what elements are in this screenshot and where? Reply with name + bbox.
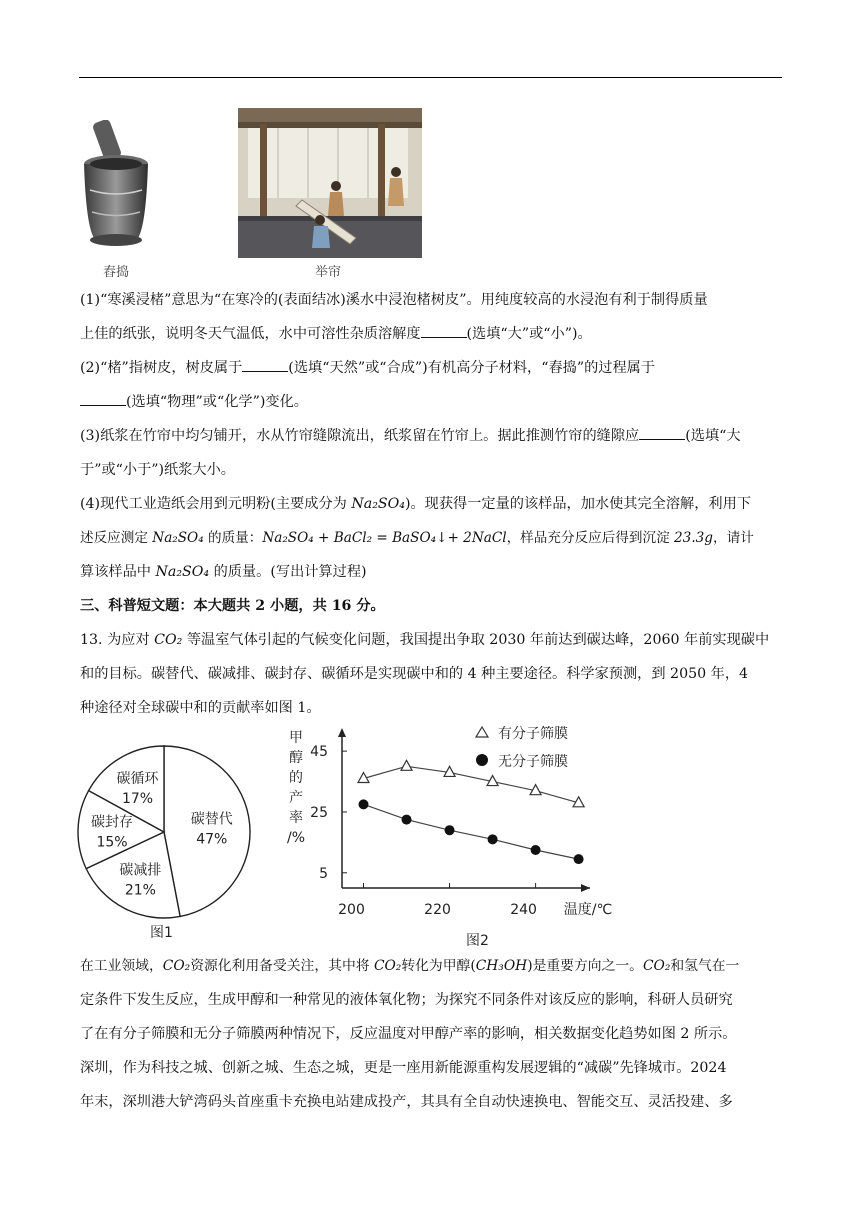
x-axis-label: 温度/℃ <box>563 902 613 918</box>
q13-line-3: 种途径对全球碳中和的贡献率如图 1。 <box>80 700 321 716</box>
passage-block <box>80 949 782 1119</box>
q4-line-1: (4)现代工业造纸会用到元明粉(主要成分为 Na₂SO₄)。现获得一定量的该样品，加水使其完全溶解，利用下 <box>80 496 751 512</box>
pie-value-label: 21% <box>124 882 156 899</box>
section-3-title: 三、科普短文题：本大题共 2 小题，共 16 分。 <box>80 598 385 614</box>
figure-2-caption: 图2 <box>466 933 489 949</box>
data-point-circle <box>488 834 498 844</box>
reaction-equation: Na₂SO₄ + BaCl₂ = BaSO₄↓+ 2NaCl <box>262 530 507 546</box>
legend-triangle-marker <box>476 727 488 737</box>
q3-line-2: 于”或“小于”)纸浆大小。 <box>80 462 235 478</box>
y-axis-label-char: 的 <box>289 770 303 786</box>
legend-label: 有分子筛膜 <box>498 726 568 742</box>
series-line <box>364 804 579 859</box>
y-axis-arrow <box>338 728 346 737</box>
answer-blank[interactable] <box>80 391 126 406</box>
answer-blank[interactable] <box>639 425 685 440</box>
q3-line-1: (3)纸浆在竹帘中均匀铺开，水从竹帘缝隙流出，纸浆留在竹帘上。据此推测竹帘的缝隙应 (选填“大 <box>80 419 782 453</box>
x-tick-label: 220 <box>424 902 451 918</box>
data-point-circle <box>359 799 369 809</box>
pie-category-label: 碳减排 <box>119 862 162 879</box>
series-line <box>364 766 579 803</box>
x-tick-label: 200 <box>338 902 365 918</box>
answer-blank[interactable] <box>421 323 467 338</box>
x-axis-arrow <box>581 884 590 892</box>
y-tick-label: 45 <box>310 744 328 761</box>
mortar-caption: 舂捣 <box>103 265 130 280</box>
data-point-circle <box>574 854 584 864</box>
x-tick-label: 240 <box>510 902 537 918</box>
y-axis-label-char: /% <box>286 830 306 846</box>
passage-line-4: 深圳，作为科技之城、创新之城、生态之城，更是一座用新能源重构发展逻辑的“减碳”先锋城市。2024 <box>80 1060 727 1076</box>
pie-value-label: 47% <box>196 831 228 848</box>
pie-category-label: 碳替代 <box>190 811 233 828</box>
y-axis-label-char: 产 <box>289 790 303 806</box>
q1-line-1: (1)“寒溪浸楮”意思为“在寒冷的(表面结冰)溪水中浸泡楮树皮”。用纯度较高的水浸泡有利于制得质量 <box>80 292 708 308</box>
passage-line-1: 在工业领域，CO₂资源化利用备受关注，其中将 CO₂转化为甲醇(CH₃OH)是重要方向之一。CO₂和氢气在一 <box>80 958 740 974</box>
data-point-circle <box>445 825 455 835</box>
data-point-circle <box>531 845 541 855</box>
answer-blank[interactable] <box>242 357 288 372</box>
pie-value-label: 17% <box>121 791 154 808</box>
figure-1-caption: 图1 <box>150 925 173 941</box>
papermaking-illustration <box>238 108 422 258</box>
legend-label: 无分子筛膜 <box>498 754 568 770</box>
passage-line-2: 定条件下发生反应，生成甲醇和一种常见的液体氧化物；为探究不同条件对该反应的影响，科研人员研究 <box>80 992 733 1008</box>
y-axis-label-char: 率 <box>289 810 303 826</box>
figure-1-pie-chart <box>76 740 276 940</box>
q2-line-2: (选填“物理”或“化学”)变化。 <box>80 385 782 419</box>
q13-line-1: 13. 为应对 CO₂ 等温室气体引起的气候变化问题，我国提出争取 2030 年前达到碳达峰，2060 年前实现碳中 <box>80 632 770 648</box>
pie-category-label: 碳循环 <box>116 771 159 788</box>
y-tick-label: 5 <box>319 865 328 882</box>
legend-circle-marker <box>476 754 488 766</box>
q13-line-2: 和的目标。碳替代、碳减排、碳封存、碳循环是实现碳中和的 4 种主要途径。科学家预测，到 2050 年，4 <box>80 666 749 682</box>
q2-line-1: (2)“楮”指树皮，树皮属于 (选填“天然”或“合成”)有机高分子材料，“舂捣”的过程属于 <box>80 351 782 385</box>
pie-value-label: 15% <box>96 834 128 851</box>
data-point-circle <box>402 815 412 825</box>
q4-line-3: 算该样品中 Na₂SO₄ 的质量。(写出计算过程) <box>80 564 367 580</box>
q4-line-2: 述反应测定 Na₂SO₄ 的质量：Na₂SO₄ + BaCl₂ = BaSO₄↓+ 2NaCl，样品充分反应后得到沉淀 23.3g，请计 <box>80 530 754 546</box>
papermaking-caption: 举帘 <box>315 265 342 280</box>
mortar-illustration <box>80 120 152 252</box>
y-tick-label: 25 <box>310 804 328 821</box>
header-rule <box>79 77 782 78</box>
figure-2-yield-chart <box>284 722 614 932</box>
passage-line-5: 年末，深圳港大铲湾码头首座重卡充换电站建成投产，其具有全自动快速换电、智能交互、灵活投建、多 <box>80 1094 733 1110</box>
q1-line-2: 上佳的纸张，说明冬天气温低，水中可溶性杂质溶解度 (选填“大”或“小”)。 <box>80 317 782 351</box>
question-block-upper <box>80 283 782 725</box>
data-point-triangle <box>401 760 412 770</box>
y-axis-label-char: 醇 <box>289 750 303 766</box>
pie-category-label: 碳封存 <box>91 814 134 831</box>
y-axis-label-char: 甲 <box>289 730 303 746</box>
passage-line-3: 了在有分子筛膜和无分子筛膜两种情况下，反应温度对甲醇产率的影响，相关数据变化趋势如图 2 所示。 <box>80 1026 737 1042</box>
